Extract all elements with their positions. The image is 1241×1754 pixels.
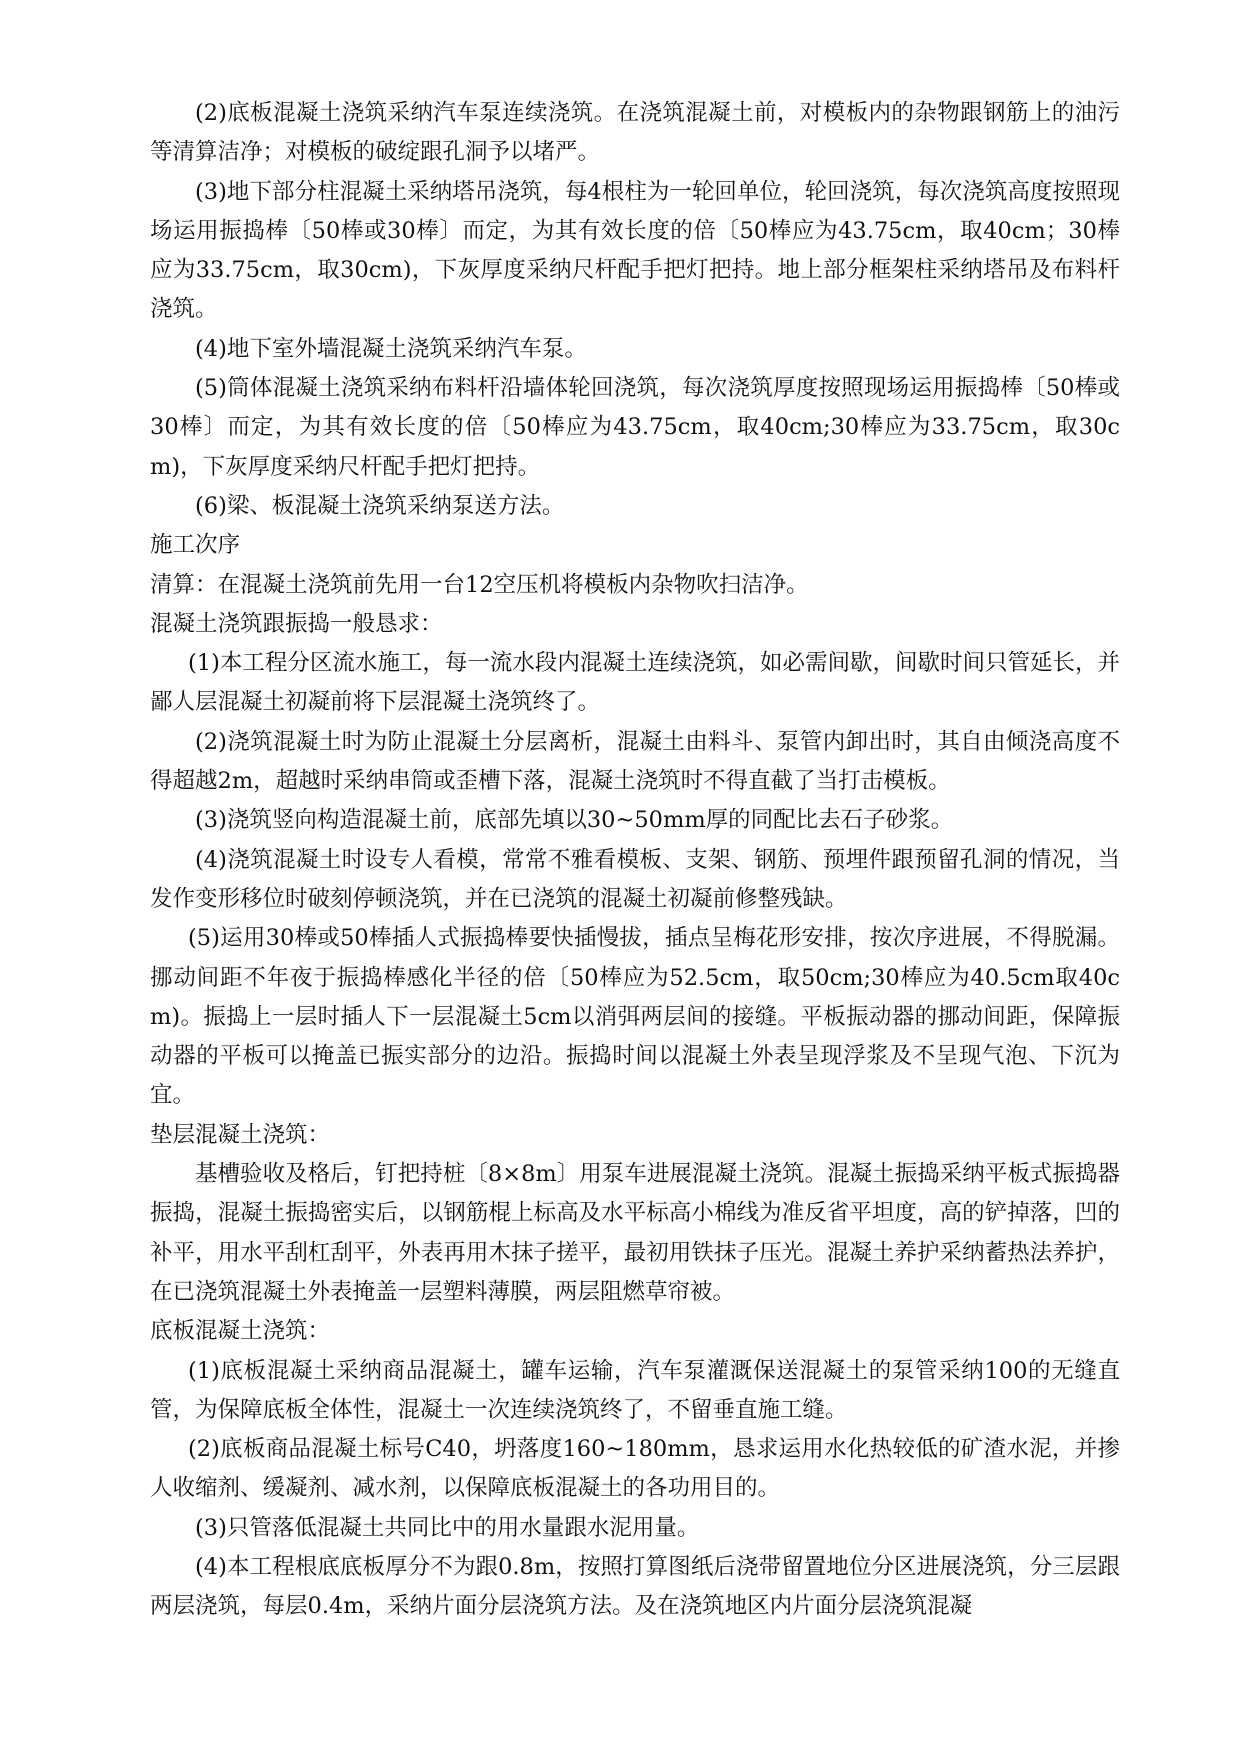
paragraph-column-casting: (3)地下部分柱混凝土采纳塔吊浇筑，每4根柱为一轮回单位，轮回浇筑，每次浇筑高度按照现场运用振捣棒〔50棒或30棒〕而定，为其有效长度的倍〔50棒应为43.75cm，取40cm；30棒应为33.75cm，取30cm)，下灰厚度采纳尺杆配手把灯把持。地上部分框架柱采纳塔吊及布料杆浇筑。 [150,178,1120,323]
document-page [150,94,1120,1627]
heading-construction-sequence: 施工次序 [150,532,241,559]
paragraph-segregation: (2)浇筑混凝土时为防止混凝土分层离析，混凝土由料斗、泵管内卸出时，其自由倾浇高度不得超越2m，超越时采纳串筒或歪槽下落，混凝土浇筑时不得直截了当打击模板。 [150,728,1120,795]
paragraph-pump-casting: (2)底板混凝土浇筑采纳汽车泵连续浇筑。在浇筑混凝土前，对模板内的杂物跟钢筋上的油污等清算洁净；对模板的破绽跟孔洞予以堵严。 [150,100,1120,166]
paragraph-core-tube: (5)筒体混凝土浇筑采纳布料杆沿墙体轮回浇筑，每次浇筑厚度按照现场运用振捣棒〔50棒或30棒〕而定，为其有效长度的倍〔50棒应为43.75cm，取40cm;30棒应为33.75cm，取30cm)，下灰厚度采纳尺杆配手把灯把持。 [150,375,1120,480]
paragraph-vertical-structure: (3)浇筑竖向构造混凝土前，底部先填以30~50mm厚的同配比去石子砂浆。 [195,807,954,834]
paragraph-water-cement: (3)只管落低混凝土共同比中的用水量跟水泥用量。 [195,1514,700,1541]
paragraph-concrete-grade: (2)底板商品混凝土标号C40，坍落度160~180mm，恳求运用水化热较低的矿渣水泥，并掺人收缩剂、缓凝剂、减水剂，以保障底板混凝土的各功用目的。 [150,1436,1120,1502]
paragraph-cleaning: 清算：在混凝土浇筑前先用一台12空压机将模板内杂物吹扫洁净。 [150,571,809,598]
paragraph-beam-slab: (6)梁、板混凝土浇筑采纳泵送方法。 [195,492,565,519]
heading-base-slab: 底板混凝土浇筑： [150,1318,331,1345]
heading-cushion-layer: 垫层混凝土浇筑： [150,1121,331,1148]
heading-general-requirements: 混凝土浇筑跟振捣一般恳求： [150,610,443,637]
paragraph-formwork-watch: (4)浇筑混凝土时设专人看模，常常不雅看模板、支架、钢筋、预埋件跟预留孔洞的情况，当发作变形移位时破刻停顿浇筑，并在已浇筑的混凝土初凝前修整残缺。 [150,846,1120,912]
paragraph-exterior-wall: (4)地下室外墙混凝土浇筑采纳汽车泵。 [195,335,587,362]
paragraph-flow-construction: (1)本工程分区流水施工，每一流水段内混凝土连续浇筑，如必需间歇，间歇时间只管延长，并鄙人层混凝土初凝前将下层混凝土浇筑终了。 [150,650,1120,716]
paragraph-cushion-casting: 基槽验收及格后，钉把持桩〔8×8m〕用泵车进展混凝土浇筑。混凝土振捣采纳平板式振捣器振捣，混凝土振捣密实后，以钢筋棍上标高及水平标高小棉线为准反省平坦度，高的铲掉落，凹的补平，用水平刮杠刮平，外表再用木抹子搓平，最初用铁抹子压光。混凝土养护采纳蓄热法养护，在已浇筑混凝土外表掩盖一层塑料薄膜，两层阻燃草帘被。 [150,1161,1120,1305]
paragraph-commercial-concrete: (1)底板混凝土采纳商品混凝土，罐车运输，汽车泵灌溉保送混凝土的泵管采纳100的无缝直管，为保障底板全体性，混凝土一次连续浇筑终了，不留垂直施工缝。 [150,1357,1120,1423]
paragraph-layered-casting: (4)本工程根底底板厚分不为跟0.8m，按照打算图纸后浇带留置地位分区进展浇筑，分三层跟两层浇筑，每层0.4m，采纳片面分层浇筑方法。及在浇筑地区内片面分层浇筑混凝 [150,1553,1120,1620]
paragraph-vibration: (5)运用30棒或50棒插人式振捣棒要快插慢拔，插点呈梅花形安排，按次序进展，不得脱漏。挪动间距不年夜于振捣棒感化半径的倍〔50棒应为52.5cm，取50cm;30棒应为40.5cm取40cm)。振捣上一层时插人下一层混凝土5cm以消弭两层间的接缝。平板振动器的挪动间距，保障振动器的平板可以掩盖已振实部分的边沿。振捣时间以混凝土外表呈现浮浆及不呈现气泡、下沉为宜。 [150,925,1120,1109]
